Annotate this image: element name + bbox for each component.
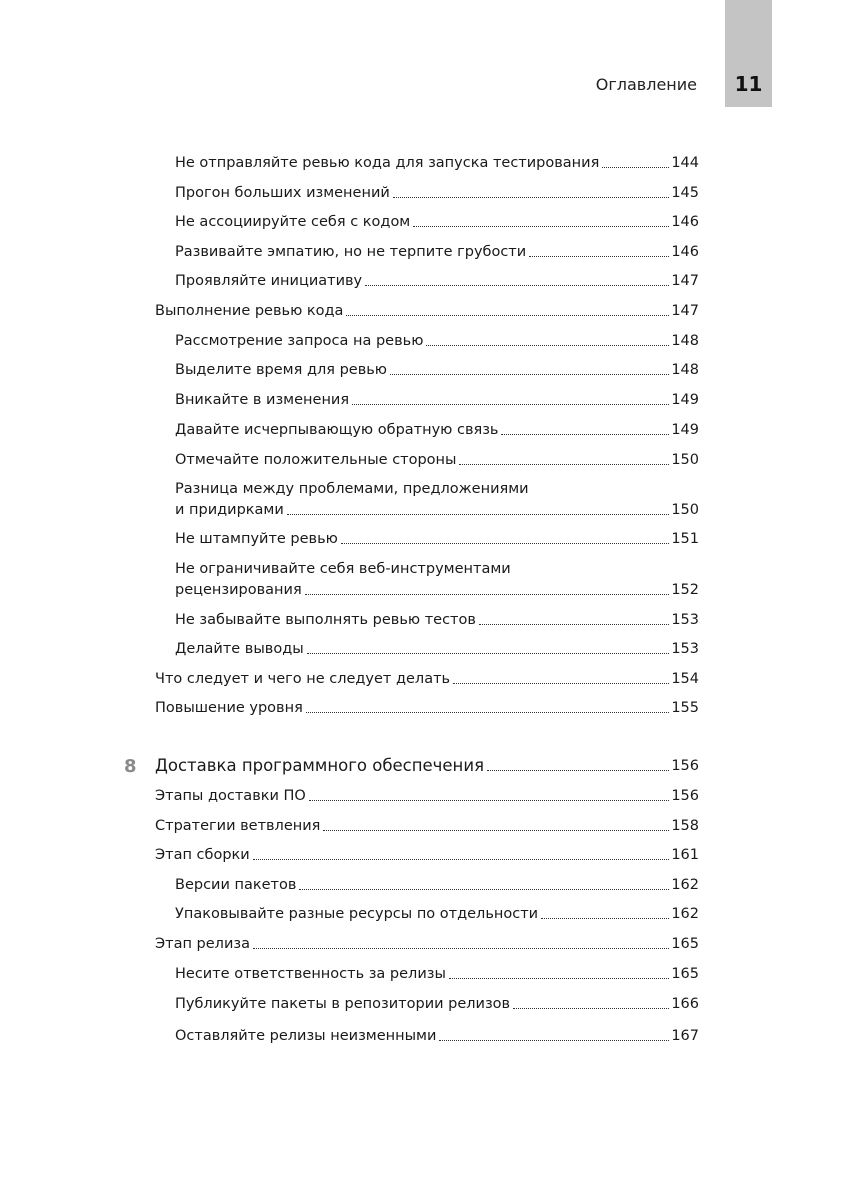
toc-entry-page: 149: [671, 392, 699, 408]
toc-entry-page: 158: [671, 818, 699, 834]
dot-leader: [459, 463, 669, 465]
toc-entry-title: и придирками: [175, 502, 284, 518]
dot-leader: [306, 711, 670, 713]
toc-entry-page: 149: [671, 422, 699, 438]
dot-leader: [487, 769, 669, 771]
toc-entry-page: 162: [671, 877, 699, 893]
toc-entry-page: 156: [671, 788, 699, 804]
dot-leader: [439, 1039, 669, 1041]
toc-entry[interactable]: [175, 153, 699, 173]
toc-entry-title: Повышение уровня: [155, 700, 303, 716]
toc-entry-page: 155: [671, 700, 699, 716]
dot-leader: [541, 917, 669, 919]
dot-leader: [529, 255, 669, 257]
toc-entry-page: 146: [671, 214, 699, 230]
toc-entry-title: Проявляйте инициативу: [175, 273, 363, 289]
toc-entry-page: 154: [671, 671, 699, 687]
dot-leader: [323, 829, 669, 831]
toc-entry[interactable]: [155, 845, 699, 865]
toc-entry-title-line1: Разница между проблемами, предложениями: [175, 481, 529, 497]
toc-entry[interactable]: [175, 450, 699, 470]
toc-entry-page: 150: [671, 502, 699, 518]
toc-entry-title: Отмечайте положительные стороны: [175, 452, 457, 468]
dot-leader: [390, 373, 669, 375]
toc-entry-title: Не отправляйте ревью кода для запуска тестирования: [175, 155, 600, 171]
dot-leader: [393, 196, 670, 198]
toc-entry-title: Этапы доставки ПО: [155, 788, 306, 804]
dot-leader: [346, 314, 669, 316]
toc-entry-title: Не забывайте выполнять ревью тестов: [175, 612, 476, 628]
toc-entry[interactable]: [175, 875, 699, 895]
toc-entry-title: Вникайте в изменения: [175, 392, 350, 408]
toc-entry-page: 165: [671, 966, 699, 982]
chapter-number: 8: [124, 756, 137, 777]
toc-entry-title: Не ассоциируйте себя с кодом: [175, 214, 411, 230]
dot-leader: [453, 682, 669, 684]
toc-entry-title: Публикуйте пакеты в репозитории релизов: [175, 996, 511, 1012]
toc-chapter-title: Доставка программного обеспечения: [155, 756, 484, 775]
toc-entry-page: 162: [671, 906, 699, 922]
page-number: 11: [734, 72, 763, 96]
toc-entry[interactable]: [175, 904, 699, 924]
toc-entry-title: Этап релиза: [155, 936, 250, 952]
toc-entry-title: Развивайте эмпатию, но не терпите грубости: [175, 244, 527, 260]
dot-leader: [513, 1007, 669, 1009]
toc-entry-title: Что следует и чего не следует делать: [155, 671, 451, 687]
dot-leader: [305, 593, 670, 595]
toc-entry-title: Давайте исчерпывающую обратную связь: [175, 422, 499, 438]
toc-entry-title: Не штампуйте ревью: [175, 531, 338, 547]
dot-leader: [479, 623, 669, 625]
dot-leader: [287, 513, 670, 515]
toc-entry[interactable]: [175, 1026, 699, 1046]
toc-entry-page: 147: [671, 303, 699, 319]
toc-entry[interactable]: [175, 390, 699, 410]
toc-entry[interactable]: [175, 994, 699, 1014]
dot-leader: [602, 166, 669, 168]
toc-entry[interactable]: [155, 934, 699, 954]
toc-entry[interactable]: [175, 580, 699, 600]
toc-entry[interactable]: [175, 242, 699, 262]
toc-entry-title: Упаковывайте разные ресурсы по отдельности: [175, 906, 539, 922]
toc-entry[interactable]: [175, 639, 699, 659]
dot-leader: [352, 403, 669, 405]
toc-entry-page: 153: [671, 612, 699, 628]
dot-leader: [309, 799, 669, 801]
toc-entry-title: Несите ответственность за релизы: [175, 966, 446, 982]
toc-entry-page: 148: [671, 362, 699, 378]
dot-leader: [449, 977, 669, 979]
toc-entry-title: Оставляйте релизы неизменными: [175, 1028, 437, 1044]
toc-entry-page: 161: [671, 847, 699, 863]
toc-entry-page: 144: [671, 155, 699, 171]
toc-entry-page: 147: [671, 273, 699, 289]
toc-entry[interactable]: [155, 698, 699, 718]
toc-entry-title: Выполнение ревью кода: [155, 303, 344, 319]
toc-entry-page: 166: [671, 996, 699, 1012]
toc-entry-title-line1: Не ограничивайте себя веб-инструментами: [175, 561, 511, 577]
toc-entry-page: 150: [671, 452, 699, 468]
toc-entry-page: 167: [671, 1028, 699, 1044]
toc-entry-page: 153: [671, 641, 699, 657]
dot-leader: [299, 888, 669, 890]
dot-leader: [253, 947, 669, 949]
toc-entry-page: 151: [671, 531, 699, 547]
toc-entry[interactable]: [175, 271, 699, 291]
dot-leader: [307, 652, 670, 654]
toc-entry[interactable]: [155, 669, 699, 689]
dot-leader: [253, 858, 670, 860]
dot-leader: [365, 284, 669, 286]
toc-entry[interactable]: [155, 816, 699, 836]
running-header-title: Оглавление: [595, 75, 697, 94]
toc-entry-title: Рассмотрение запроса на ревью: [175, 333, 424, 349]
toc-entry-title: Делайте выводы: [175, 641, 304, 657]
toc-entry[interactable]: [175, 212, 699, 232]
toc-entry-page: 165: [671, 936, 699, 952]
toc-entry[interactable]: [175, 964, 699, 984]
toc-entry-page: 145: [671, 185, 699, 201]
toc-entry[interactable]: [175, 420, 699, 440]
toc-entry[interactable]: [175, 331, 699, 351]
toc-entry-title: Стратегии ветвления: [155, 818, 321, 834]
toc-entry[interactable]: [175, 500, 699, 520]
toc-entry[interactable]: [175, 183, 699, 203]
toc-entry[interactable]: [175, 360, 699, 380]
dot-leader: [426, 344, 669, 346]
toc-entry-page: 152: [671, 582, 699, 598]
toc-entry-title: Выделите время для ревью: [175, 362, 387, 378]
toc-entry[interactable]: [175, 610, 699, 630]
toc-entry-title: рецензирования: [175, 582, 302, 598]
toc-entry-title: Этап сборки: [155, 847, 250, 863]
toc-entry-page: 148: [671, 333, 699, 349]
toc-entry[interactable]: [155, 301, 699, 321]
toc-entry-page: 146: [671, 244, 699, 260]
dot-leader: [413, 225, 669, 227]
toc-entry[interactable]: [175, 529, 699, 549]
dot-leader: [341, 542, 669, 544]
toc-entry-title: Прогон больших изменений: [175, 185, 390, 201]
toc-entry-page: 156: [671, 758, 699, 774]
toc-entry-title: Версии пакетов: [175, 877, 297, 893]
toc-chapter-entry[interactable]: [155, 756, 699, 776]
toc-entry[interactable]: [155, 786, 699, 806]
dot-leader: [501, 433, 669, 435]
